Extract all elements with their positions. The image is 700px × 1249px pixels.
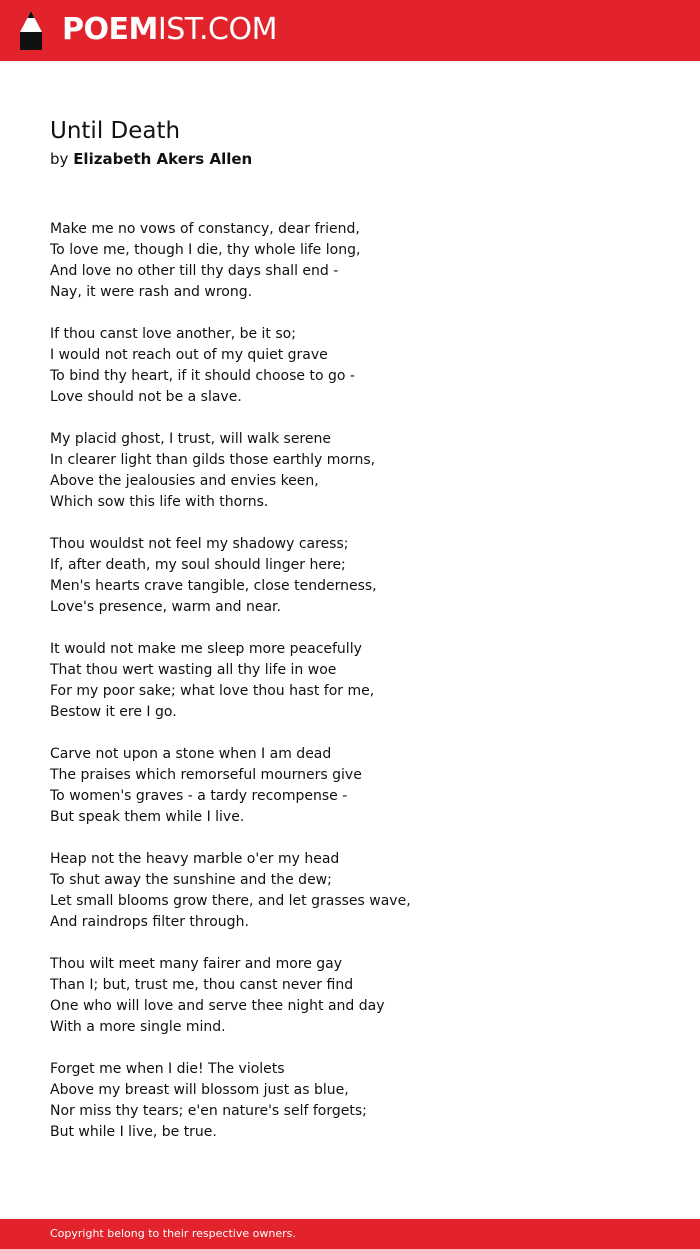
logo-text-bold: POEM (62, 12, 158, 47)
poem-line: Which sow this life with thorns. (50, 494, 269, 510)
byline-prefix: by (50, 150, 69, 168)
stanza (50, 429, 670, 513)
poem-line: Carve not upon a stone when I am dead (50, 746, 332, 762)
poem-line: Thou wouldst not feel my shadowy caress; (50, 536, 349, 552)
poem-line: If thou canst love another, be it so; (50, 326, 296, 342)
poem-line: Make me no vows of constancy, dear friend, (50, 221, 360, 237)
poem-line: Bestow it ere I go. (50, 704, 177, 720)
poem-line: The praises which remorseful mourners give (50, 767, 362, 783)
poem-line: Love should not be a slave. (50, 389, 242, 405)
stanza (50, 744, 670, 828)
stanza (50, 219, 670, 303)
site-header (0, 0, 700, 61)
poem-line: That thou wert wasting all thy life in woe (50, 662, 337, 678)
poem-line: For my poor sake; what love thou hast for me, (50, 683, 375, 699)
poem-line: With a more single mind. (50, 1019, 226, 1035)
poem-line: It would not make me sleep more peacefully (50, 641, 362, 657)
poem-line: And love no other till thy days shall end - (50, 263, 339, 279)
poem-line: Let small blooms grow there, and let grasses wave, (50, 893, 411, 909)
poem-title: Until Death (50, 118, 181, 144)
stanza (50, 954, 670, 1038)
poem-line: Above the jealousies and envies keen, (50, 473, 319, 489)
poem-line: Men's hearts crave tangible, close tenderness, (50, 578, 377, 594)
poem-line: Love's presence, warm and near. (50, 599, 281, 615)
stanza (50, 849, 670, 933)
site-logo[interactable] (62, 12, 277, 48)
poem-line: To love me, though I die, thy whole life long, (50, 242, 361, 258)
stanza (50, 1059, 670, 1143)
poem-line: To bind thy heart, if it should choose to go - (50, 368, 355, 384)
poem-line: Thou wilt meet many fairer and more gay (50, 956, 343, 972)
poem-line: In clearer light than gilds those earthly morns, (50, 452, 376, 468)
copyright-notice: Copyright belong to their respective owners. (50, 1227, 296, 1240)
stanza (50, 324, 670, 408)
poem-line: To women's graves - a tardy recompense - (50, 788, 348, 804)
stanza (50, 639, 670, 723)
poem-body (50, 219, 670, 1164)
poem-line: If, after death, my soul should linger here; (50, 557, 346, 573)
site-footer (0, 1219, 700, 1249)
poem-byline (50, 148, 252, 170)
stanza (50, 534, 670, 618)
poem-line: My placid ghost, I trust, will walk serene (50, 431, 331, 447)
poem-author: Elizabeth Akers Allen (73, 150, 253, 168)
poem-line: Nor miss thy tears; e'en nature's self forgets; (50, 1103, 367, 1119)
poem-line: One who will love and serve thee night and day (50, 998, 385, 1014)
poem-line: And raindrops filter through. (50, 914, 249, 930)
poem-line: Above my breast will blossom just as blue, (50, 1082, 349, 1098)
poem-line: But speak them while I live. (50, 809, 245, 825)
logo-text-light: IST.COM (157, 12, 277, 47)
poem-line: To shut away the sunshine and the dew; (50, 872, 332, 888)
poem-line: Forget me when I die! The violets (50, 1061, 285, 1077)
poem-line: But while I live, be true. (50, 1124, 217, 1140)
poem-line: Than I; but, trust me, thou canst never find (50, 977, 354, 993)
poem-line: Nay, it were rash and wrong. (50, 284, 253, 300)
poem-line: I would not reach out of my quiet grave (50, 347, 328, 363)
poem-line: Heap not the heavy marble o'er my head (50, 851, 340, 867)
pencil-tip-icon[interactable] (18, 10, 44, 52)
